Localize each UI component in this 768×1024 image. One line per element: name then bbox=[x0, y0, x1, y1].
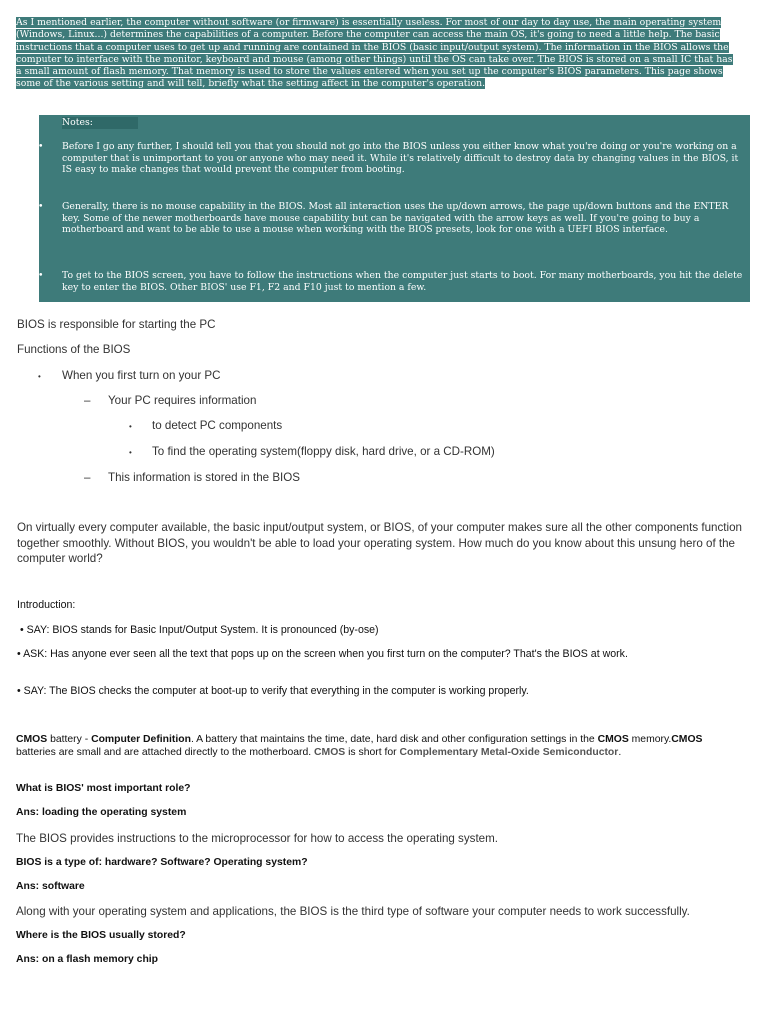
outline-level3-item: To find the operating system(floppy disk, hard drive, or a CD-ROM) bbox=[152, 445, 495, 458]
outline-level3-item: to detect PC components bbox=[152, 419, 283, 432]
cmos-term: Complementary Metal-Oxide Semiconductor bbox=[399, 747, 619, 758]
introduction-say: • SAY: BIOS stands for Basic Input/Output System. It is pronounced (by-ose) bbox=[20, 624, 379, 636]
question: Where is the BIOS usually stored? bbox=[16, 930, 186, 941]
notes-item bbox=[38, 270, 748, 293]
answer: Ans: software bbox=[16, 881, 85, 892]
notes-item-text: To get to the BIOS screen, you have to follow the instructions when the computer just starts to boot. For many motherboards, you hit the delete key to enter the BIOS. Other BIOS' use F1, F2 and F10 just to mention a few. bbox=[62, 270, 743, 293]
notes-item bbox=[38, 141, 748, 176]
bullet-icon: • bbox=[38, 141, 44, 152]
bullet-icon: • bbox=[38, 270, 44, 281]
bullet-icon: • bbox=[38, 201, 44, 212]
outline-level2-item: This information is stored in the BIOS bbox=[108, 471, 301, 484]
cmos-text: . A battery that maintains the time, date, hard disk and other configuration settings in the bbox=[190, 734, 598, 745]
outline-level1-item: When you first turn on your PC bbox=[62, 369, 221, 382]
notes-item bbox=[38, 201, 748, 236]
cmos-text: is short for bbox=[345, 747, 400, 758]
question: What is BIOS' most important role? bbox=[16, 783, 191, 794]
bullet-icon: • bbox=[129, 448, 132, 457]
cmos-text: memory. bbox=[628, 734, 672, 745]
cmos-term: CMOS bbox=[16, 734, 48, 745]
body-paragraph: On virtually every computer available, the basic input/output system, or BIOS, of your computer makes sure all the other components function together smoothly. Without BIOS, you wouldn't be able to load your operating system. How much do you know about this unsung hero of the computer world? bbox=[17, 521, 742, 565]
cmos-text: batteries are small and are attached directly to the motherboard. bbox=[16, 747, 315, 758]
bullet-icon: • bbox=[38, 372, 41, 381]
dash-icon: – bbox=[84, 471, 91, 484]
introduction-heading: Introduction: bbox=[17, 599, 76, 611]
notes-title: Notes: bbox=[62, 117, 138, 129]
notes-item-text: Before I go any further, I should tell you that you should not go into the BIOS unless you either know what you're doing or you're working on a computer that is unimportant to you or anyone who may need it. While it's relatively difficult to destroy data by changing values in the BIOS, it IS easy to make changes that would prevent the computer from booting. bbox=[62, 141, 739, 176]
cmos-definition bbox=[16, 733, 716, 759]
outline-line: BIOS is responsible for starting the PC bbox=[17, 318, 216, 331]
intro-paragraph bbox=[16, 17, 738, 91]
notes-item-text: Generally, there is no mouse capability in the BIOS. Most all interaction uses the up/down arrows, the page up/down buttons and the ENTER key. Some of the newer motherboards have mouse capability but can be navigated with the arrow keys as well. If you're going to buy a motherboard and want to be able to use a mouse when working with the BIOS presets, look for one with a UEFI BIOS interface. bbox=[62, 201, 729, 236]
answer: Ans: loading the operating system bbox=[16, 807, 187, 818]
outline-line: Functions of the BIOS bbox=[17, 343, 131, 356]
introduction-say: • SAY: The BIOS checks the computer at boot-up to verify that everything in the computer is working properly. bbox=[17, 685, 529, 697]
explanation: The BIOS provides instructions to the microprocessor for how to access the operating system. bbox=[16, 832, 498, 845]
bullet-icon: • bbox=[129, 422, 132, 431]
intro-highlighted-text: As I mentioned earlier, the computer without software (or firmware) is essentially useless. For most of our day to day use, the main operating system (Windows, Linux...) determines the capabilities of a computer. Before the computer can access the main OS, it's going to need a little help. The basic instructions that a computer uses to get up and running are contained in the BIOS (basic input/output system). The information in the BIOS allows the computer to interface with the monitor, keyboard and mouse (among other things) until the OS can take over. The BIOS is stored on a small IC that has a small amount of flash memory. That memory is used to store the values entered when you set up the computer's BIOS parameters. This page shows some of the various setting and will tell, briefly what the setting affect in the computer's operation. bbox=[16, 17, 733, 90]
cmos-term: CMOS bbox=[597, 734, 629, 745]
cmos-text: battery - bbox=[47, 734, 92, 745]
cmos-term: CMOS bbox=[671, 734, 703, 745]
outline-level2-item: Your PC requires information bbox=[108, 394, 257, 407]
answer: Ans: on a flash memory chip bbox=[16, 954, 159, 965]
question: BIOS is a type of: hardware? Software? Operating system? bbox=[16, 857, 308, 868]
explanation: Along with your operating system and applications, the BIOS is the third type of software your computer needs to work successfully. bbox=[16, 905, 690, 918]
cmos-text: . bbox=[618, 747, 622, 758]
introduction-ask: • ASK: Has anyone ever seen all the text that pops up on the screen when you first turn on the computer? That's the BIOS at work. bbox=[17, 648, 628, 660]
notes-box bbox=[39, 115, 750, 302]
cmos-term: CMOS bbox=[314, 747, 346, 758]
dash-icon: – bbox=[84, 394, 91, 407]
cmos-term: Computer Definition bbox=[91, 734, 191, 745]
